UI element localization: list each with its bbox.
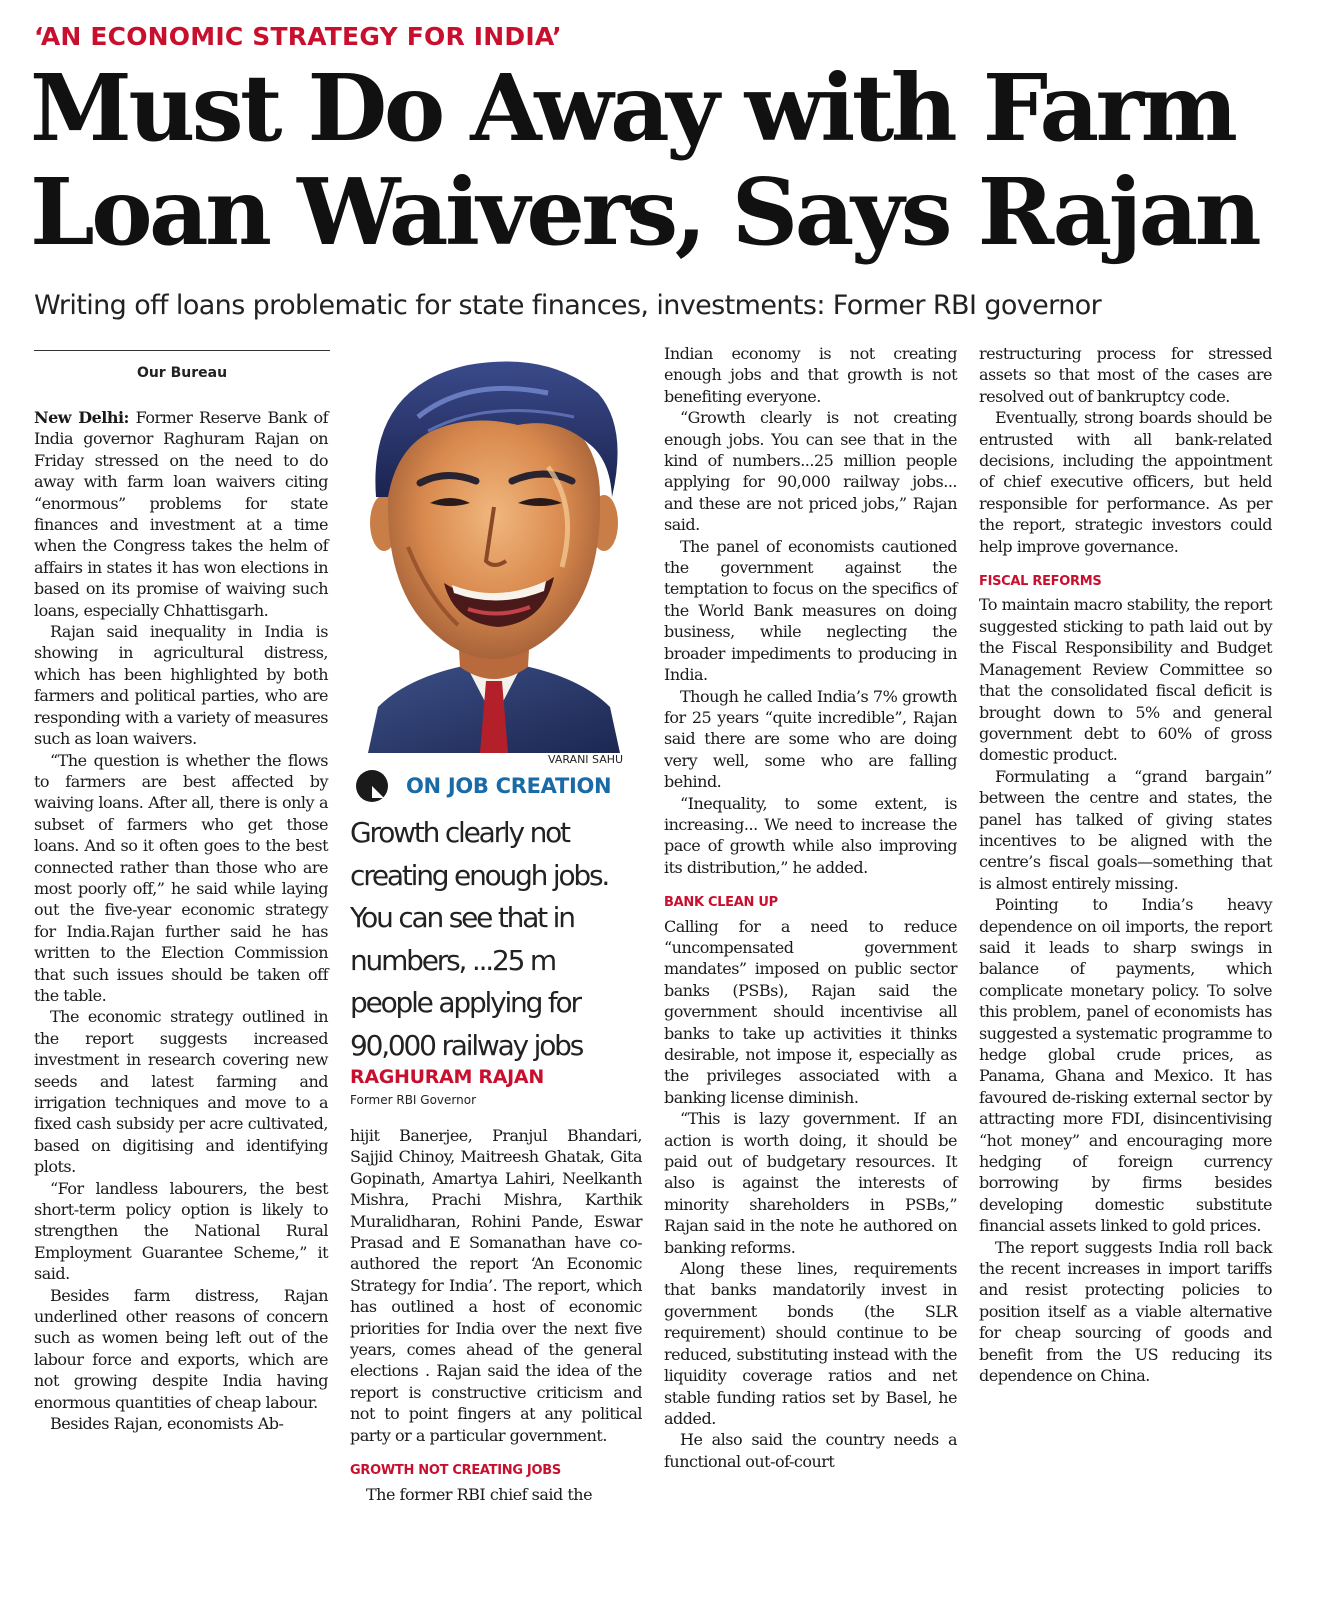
pull-quote-role: Former RBI Governor (350, 1093, 477, 1107)
paragraph: Along these lines, requirements that banks mandatorily invest in government bonds (the SLR requirement) should continue to be reduced, substituting instead with the liquidity coverage ratios and net stable funding ratios set by Basel, he added. (664, 1259, 957, 1428)
deck: Writing off loans problematic for state finances, investments: Former RBI governor (34, 290, 1102, 321)
subheading-bank-clean-up: BANK CLEAN UP (664, 895, 778, 911)
paragraph: Besides Rajan, economists Ab- (50, 1414, 284, 1434)
pull-quote-name: RAGHURAM RAJAN (350, 1066, 544, 1088)
byline-rule (34, 350, 330, 351)
paragraph: “The question is whether the flows to farmers are best affected by waiving loans. After all, there is only a subset of farmers who get those loans. And so it often goes to the best connected rather than those who are most poorly off,” he said while laying out the five-year economic strategy for India.Rajan further said he has written to the Election Commission that such issues should be taken off the table. (34, 750, 328, 1005)
paragraph: Rajan said inequality in India is showing in agricultural distress, which has been highlighted by both farmers and political parties, who are responding with a variety of measures such as loan waivers. (34, 622, 328, 749)
paragraph: Though he called India’s 7% growth for 25 years “quite incredible”, Rajan said there are some who are doing very well, some who are falling behind. (664, 686, 957, 792)
photo-credit: VARANI SAHU (548, 753, 624, 766)
headline (30, 56, 1300, 264)
paragraph: Formulating a “grand bargain” between the centre and states, the panel has talked of giving states incentives to be aligned with the centre’s fiscal goals—something that is almost entirely missing. (979, 766, 1272, 893)
dateline: New Delhi: (34, 408, 129, 427)
paragraph: restructuring process for stressed assets so that most of the cases are resolved out of bankruptcy code. (979, 344, 1272, 406)
article-column-4 (979, 343, 1272, 1387)
paragraph: The report suggests India roll back the recent increases in import tariffs and resist protecting policies to position itself as a viable alternative for cheap sourcing of goods and benefit from the US reducing its dependence on China. (979, 1237, 1272, 1386)
kicker: ‘AN ECONOMIC STRATEGY FOR INDIA’ (34, 22, 562, 51)
paragraph: The economic strategy outlined in the report suggests increased investment in research covering new seeds and latest farming and irrigation techniques and move to a fixed cash subsidy per acre cultivated, based on digitising and identifying plots. (34, 1007, 328, 1177)
article-column-2 (350, 1125, 642, 1505)
article-column-1 (34, 407, 328, 1435)
paragraph: The former RBI chief said the (366, 1484, 593, 1504)
paragraph: Indian economy is not creating enough jobs and that growth is not benefiting everyone. (664, 344, 957, 406)
paragraph: “For landless labourers, the best short-term policy option is likely to strengthen the National Rural Employment Guarantee Scheme,” it said. (34, 1178, 328, 1284)
paragraph: “This is lazy government. If an action is worth doing, it should be paid out of budgetary resources. It also is against the interests of minority shareholders in PSBs,” Rajan said in the note he authored on banking reforms. (664, 1109, 957, 1257)
pull-quote-text: Growth clearly not creating enough jobs. You can see that in numbers, ...25 m people applying for 90,000 railway jobs (350, 816, 609, 1062)
paragraph: Calling for a need to reduce “uncompensated government mandates” imposed on public sector banks (PSBs), Rajan said the government should incentivise all banks to take up activities it thinks desirable, not impose it, especially as the privileges associated with a banking license diminish. (664, 916, 957, 1107)
paragraph: The panel of economists cautioned the government against the temptation to focus on the specifics of the World Bank measures on doing business, while neglecting the broader impediments to producing in India. (664, 536, 957, 685)
quote-icon (354, 768, 390, 804)
article-column-3 (664, 343, 957, 1472)
subheading-growth-not-creating-jobs: GROWTH NOT CREATING JOBS (350, 1463, 561, 1479)
paragraph: hijit Banerjee, Pranjul Bhandari, Sajjid Chinoy, Maitreesh Ghatak, Gita Gopinath, Amartya Lahiri, Neelkanth Mishra, Prachi Mishra, Karthik Muralidharan, Rohini Pande, Eswar Prasad and E Somanathan have co-authored the report ‘An Economic Strategy for India’. The report, which has outlined a host of economic priorities for India over the next five years, comes ahead of the general elections . Rajan said the idea of the report is constructive criticism and not to point fingers at any political party or a particular government. (350, 1126, 642, 1445)
headline-line-1: Must Do Away with Farm (30, 54, 1235, 162)
portrait-illustration (348, 347, 640, 753)
subheading-fiscal-reforms: FISCAL REFORMS (979, 574, 1102, 590)
paragraph: He also said the country needs a functional out-of-court (664, 1430, 957, 1471)
paragraph: Besides farm distress, Rajan underlined other reasons of concern such as women being left out of the labour force and exports, which are not growing despite India having enormous quantities of cheap labour. (34, 1285, 328, 1412)
paragraph: Eventually, strong boards should be entrusted with all bank-related decisions, including the appointment of chief executive officers, but held responsible for performance. As per the report, strategic investors could help improve governance. (979, 408, 1272, 556)
byline: Our Bureau (136, 365, 228, 381)
paragraph: “Inequality, to some extent, is increasing... We need to increase the pace of growth while also improving its distribution,” he added. (664, 793, 957, 877)
paragraph: “Growth clearly is not creating enough jobs. You can see that in the kind of numbers...25 million people applying for 90,000 railway jobs... and these are not priced jobs,” Rajan said. (664, 408, 957, 535)
paragraph: New Delhi: Former Reserve Bank of India governor Raghuram Rajan on Friday stressed on the need to do away with farm loan waivers citing “enormous” problems for state finances and investment at a time when the Congress takes the helm of affairs in states it has won elections in based on its promise of waiving such loans, especially Chhattisgarh. (34, 408, 328, 620)
pull-quote-label: ON JOB CREATION (406, 774, 612, 798)
paragraph: To maintain macro stability, the report suggested sticking to path laid out by the Fiscal Responsibility and Budget Management Review Committee so that the consolidated fiscal deficit is brought down to 5% and general government debt to 60% of gross domestic product. (979, 595, 1272, 765)
paragraph: Pointing to India’s heavy dependence on oil imports, the report said it leads to sharp swings in balance of payments, which complicate monetary policy. To solve this problem, panel of economists has suggested a systematic programme to hedge global crude prices, as Panama, Ghana and Mexico. It has favoured de-risking external sector by attracting more FDI, disincentivising “hot money” and encouraging more hedging of foreign currency borrowing by firms besides developing domestic substitute financial assets linked to gold prices. (979, 895, 1272, 1236)
headline-line-2: Loan Waivers, Says Rajan (30, 158, 1259, 266)
